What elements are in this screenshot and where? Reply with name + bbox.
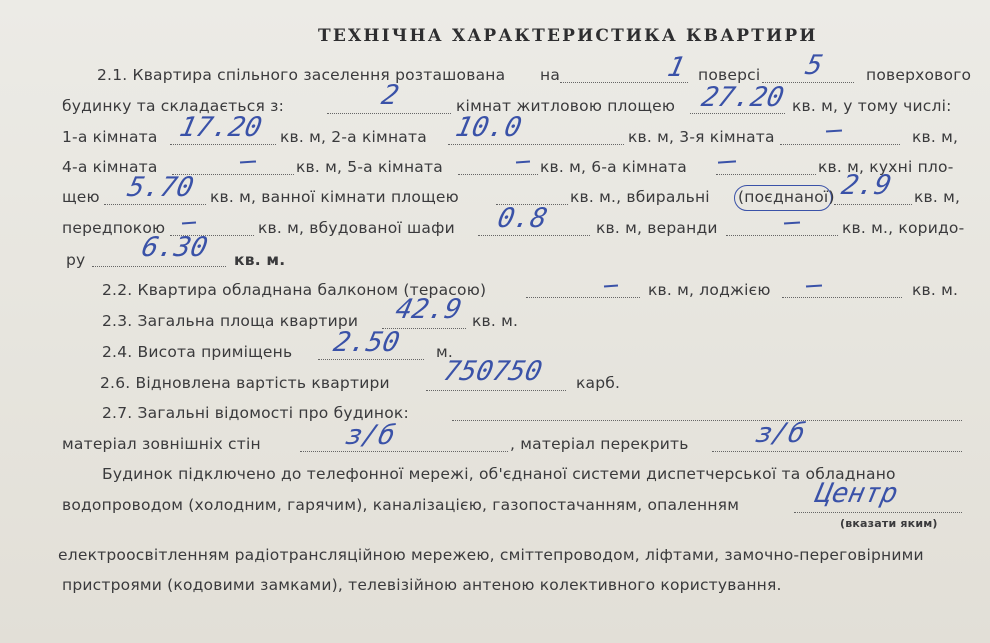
s26-b: карб. — [576, 374, 621, 392]
room1-dotted-line — [170, 144, 276, 145]
height-dotted-line — [318, 359, 424, 360]
s21-line6-a: передпокою — [62, 219, 166, 237]
hallway-dash-mark — [182, 222, 196, 225]
room6-dash-mark — [718, 160, 736, 163]
s21-line5-d: (поєднаної) — [738, 188, 835, 206]
s21-line6-c: кв. м, веранди — [596, 219, 718, 237]
s24-a: 2.4. Висота приміщень — [102, 343, 293, 361]
heating-dotted-line — [794, 512, 962, 513]
balcony-dash-mark — [604, 285, 618, 288]
room4-dash-mark — [240, 160, 256, 163]
s21-line1-b: на — [540, 66, 561, 84]
hw-wardrobe: 0.8 — [494, 203, 551, 234]
hw-room1: 17.20 — [176, 112, 265, 143]
s21-line2-a: будинку та складається з: — [62, 97, 284, 115]
s22-c: кв. м. — [912, 281, 959, 299]
floors-material-dotted-line — [712, 451, 962, 452]
s21-line5-c: кв. м., вбиральні — [570, 188, 710, 206]
hw-height: 2.50 — [330, 327, 403, 358]
s21-line5-b: кв. м, ванної кімнати площею — [210, 188, 459, 206]
s23-b: кв. м. — [472, 312, 519, 330]
toilet-dotted-line — [834, 204, 912, 205]
veranda-dotted-line — [726, 235, 838, 236]
hw-cost: 750750 — [440, 356, 545, 387]
cost-dotted-line — [426, 390, 566, 391]
hw-rooms: 2 — [378, 80, 402, 111]
building-info-dotted-line — [452, 420, 962, 421]
hw-total-area: 42.9 — [392, 294, 465, 325]
s21-line3-b: кв. м, 2-а кімната — [280, 128, 427, 146]
s21-line1-c: поверсі — [698, 66, 761, 84]
living-area-dotted-line — [690, 113, 785, 114]
corridor-dotted-line — [92, 266, 226, 267]
s22-b: кв. м, лоджією — [648, 281, 771, 299]
s21-line4-d: кв. м, кухні пло- — [818, 158, 954, 176]
s21-line4-a: 4-а кімната — [62, 158, 158, 176]
s21-line6-b: кв. м, вбудованої шафи — [258, 219, 455, 237]
s21-line3-c: кв. м, 3-я кімната — [628, 128, 775, 146]
hw-kitchen: 5.70 — [124, 172, 197, 203]
hw-floors-material: з/б — [752, 418, 809, 449]
s21-line3-a: 1-а кімната — [62, 128, 158, 146]
s22-a: 2.2. Квартира обладнана балконом (терасою) — [102, 281, 487, 299]
s21-line1-a: 2.1. Квартира спільного заселення розташована — [97, 66, 506, 84]
room5-dotted-line — [458, 174, 538, 175]
s21-line2-c: кв. м, у тому числі: — [792, 97, 952, 115]
s27-a: 2.7. Загальні відомості про будинок: — [102, 404, 409, 422]
loggia-dotted-line — [782, 297, 902, 298]
s21-line5-e: кв. м, — [914, 188, 961, 206]
s24-b: м. — [436, 343, 454, 361]
s21-line6-d: кв. м., коридо- — [842, 219, 965, 237]
paragraph-line-4: пристроями (кодовими замками), телевізійною антеною колективного користування. — [62, 576, 782, 594]
balcony-dotted-line — [526, 297, 640, 298]
paragraph-line-3: електроосвітленням радіотрансляційною мережею, сміттепроводом, ліфтами, замочно-переговірними — [58, 546, 924, 564]
s27-c: , матеріал перекрить — [510, 435, 689, 453]
veranda-dash-mark — [784, 221, 800, 224]
room2-dotted-line — [448, 144, 624, 145]
room3-dotted-line — [780, 144, 900, 145]
walls-dotted-line — [300, 451, 508, 452]
s23-a: 2.3. Загальна площа квартири — [102, 312, 359, 330]
wardrobe-dotted-line — [478, 235, 590, 236]
hw-corridor: 6.30 — [138, 232, 211, 263]
hw-toilet: 2.9 — [838, 170, 895, 201]
s21-line3-d: кв. м, — [912, 128, 959, 146]
s21-line7-b: кв. м. — [234, 251, 286, 269]
hw-floor: 1 — [664, 52, 688, 83]
s21-line7-a: ру — [66, 251, 86, 269]
s21-line1-d: поверхового — [866, 66, 972, 84]
paragraph-line-1: Будинок підключено до телефонної мережі, об'єднаної системи диспетчерської та обладнано — [102, 465, 896, 483]
kitchen-dotted-line — [104, 204, 206, 205]
hw-room2: 10.0 — [452, 112, 525, 143]
room6-dotted-line — [716, 174, 816, 175]
hw-living-area: 27.20 — [698, 82, 787, 113]
paragraph-line-2: водопроводом (холодним, гарячим), каналізацією, газопостачанням, опаленням — [62, 496, 740, 514]
s27-b: матеріал зовнішніх стін — [62, 435, 261, 453]
s21-line4-c: кв. м, 6-а кімната — [540, 158, 687, 176]
s21-line2-b: кімнат житловою площею — [456, 97, 676, 115]
room5-dash-mark — [516, 161, 530, 164]
loggia-dash-mark — [806, 284, 822, 287]
room3-dash-mark — [826, 129, 842, 132]
s21-line4-b: кв. м, 5-а кімната — [296, 158, 443, 176]
heating-note: (вказати яким) — [840, 517, 938, 530]
hw-walls: з/б — [342, 420, 399, 451]
hw-floors-total: 5 — [802, 50, 826, 81]
s26-a: 2.6. Відновлена вартість квартири — [100, 374, 390, 392]
form-title: ТЕХНІЧНА ХАРАКТЕРИСТИКА КВАРТИРИ — [318, 26, 818, 46]
s21-line5-a: щею — [62, 188, 100, 206]
rooms-dotted-line — [327, 113, 451, 114]
hw-heating: Центр — [812, 478, 901, 509]
